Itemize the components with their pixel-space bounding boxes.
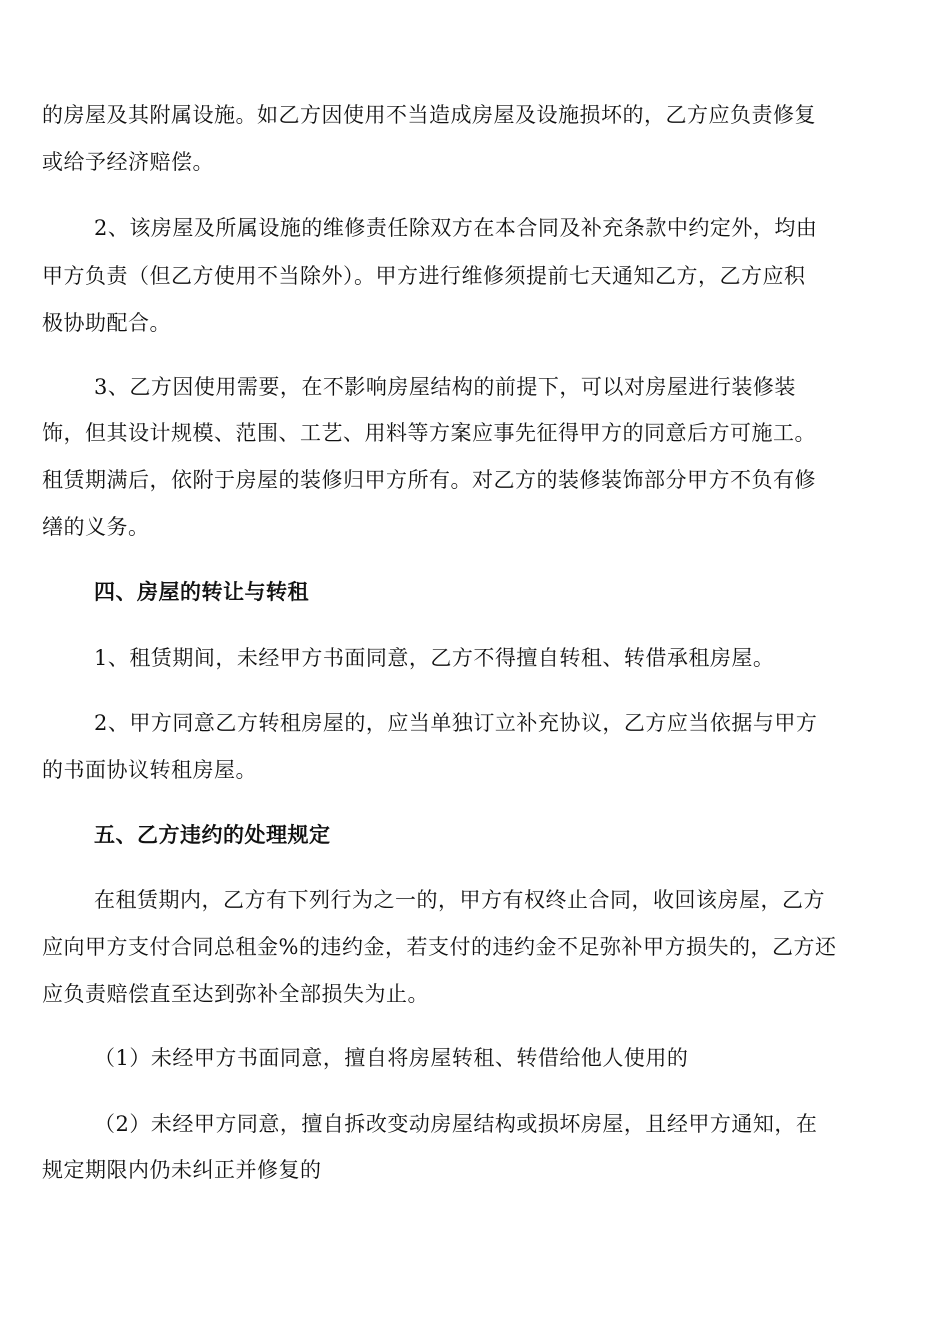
paragraph-line: 在租赁期内，乙方有下列行为之一的，甲方有权终止合同，收回该房屋，乙方 [94,888,825,912]
section-heading: 五、乙方违约的处理规定 [94,822,331,847]
section-heading: 四、房屋的转让与转租 [94,579,309,604]
paragraph-line: 甲方负责（但乙方使用不当除外）。甲方进行维修须提前七天通知乙方，乙方应积 [42,264,806,288]
paragraph-line: 租赁期满后，依附于房屋的装修归甲方所有。对乙方的装修装饰部分甲方不负有修 [42,468,816,492]
list-item: （1）未经甲方书面同意，擅自将房屋转租、转借给他人使用的 [94,1046,689,1070]
paragraph-line: 2、该房屋及所属设施的维修责任除双方在本合同及补充条款中约定外，均由 [94,216,818,240]
paragraph-line: 极协助配合。 [42,311,171,335]
paragraph-line: 或给予经济赔偿。 [42,150,214,174]
paragraph-line: 应向甲方支付合同总租金%的违约金，若支付的违约金不足弥补甲方损失的，乙方还 [42,935,837,959]
paragraph-line: 的书面协议转租房屋。 [42,758,257,782]
paragraph-line: 应负责赔偿直至达到弥补全部损失为止。 [42,982,429,1006]
list-item: （2）未经甲方同意，擅自拆改变动房屋结构或损坏房屋，且经甲方通知，在 [94,1112,818,1136]
paragraph-line: 3、乙方因使用需要，在不影响房屋结构的前提下，可以对房屋进行装修装 [94,375,796,399]
paragraph-line: 缮的义务。 [42,515,150,539]
paragraph-line: 1、租赁期间，未经甲方书面同意，乙方不得擅自转租、转借承租房屋。 [94,646,775,670]
paragraph-line: 2、甲方同意乙方转租房屋的，应当单独订立补充协议，乙方应当依据与甲方 [94,711,818,735]
paragraph-line: 规定期限内仍未纠正并修复的 [42,1158,322,1182]
paragraph-line: 饰，但其设计规模、范围、工艺、用料等方案应事先征得甲方的同意后方可施工。 [42,421,816,445]
paragraph-line: 的房屋及其附属设施。如乙方因使用不当造成房屋及设施损坏的，乙方应负责修复 [42,103,816,127]
